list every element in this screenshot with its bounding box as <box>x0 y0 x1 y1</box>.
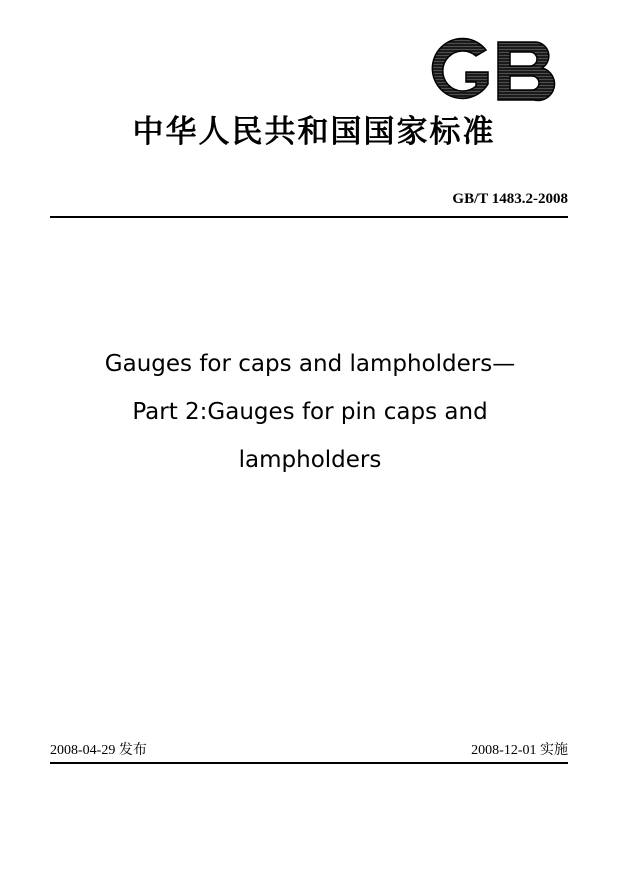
footer-divider <box>50 762 568 764</box>
gb-emblem-icon <box>426 36 558 106</box>
document-title <box>60 340 560 484</box>
title-line-1: Gauges for caps and lampholders— <box>104 351 516 377</box>
title-line-3: lampholders <box>238 447 382 473</box>
implementation-date: 2008-12-01 实施 <box>471 743 568 758</box>
title-line-2: Part 2:Gauges for pin caps and <box>132 399 488 425</box>
header-divider <box>50 216 568 218</box>
standard-number: GB/T 1483.2-2008 <box>452 191 568 207</box>
organization-title: 中华人民共和国国家标准 <box>132 114 496 150</box>
issue-date: 2008-04-29 发布 <box>50 743 147 758</box>
